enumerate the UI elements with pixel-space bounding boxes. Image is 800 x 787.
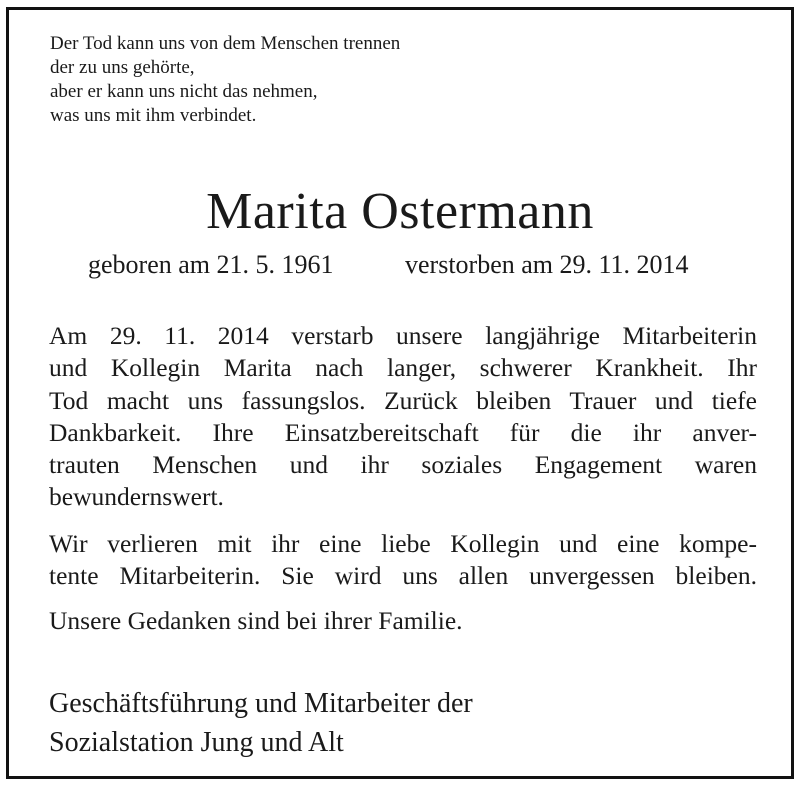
signature-block [49,684,473,762]
poem-line: der zu uns gehörte, [50,57,195,78]
message-paragraph-1 [49,320,757,514]
obituary-border [6,7,794,779]
poem-verse [50,32,400,128]
paragraph-line: trauten Menschen und ihr soziales Engagement waren [49,450,757,480]
paragraph-line: tente Mitarbeiterin. Sie wird uns allen unvergessen bleiben. [49,561,757,591]
poem-line: Der Tod kann uns von dem Menschen trennen [50,33,401,54]
signature-line: Geschäftsführung und Mitarbeiter der [49,688,473,719]
deceased-name: Marita Ostermann [206,183,594,240]
paragraph-line: Unsere Gedanken sind bei ihrer Familie. [49,606,463,635]
paragraph-line: Tod macht uns fassungslos. Zurück bleiben Trauer und tiefe [49,385,757,415]
paragraph-line: und Kollegin Marita nach langer, schwerer Krankheit. Ihr [49,353,757,383]
message-paragraph-2 [49,528,757,593]
paragraph-line: Am 29. 11. 2014 verstarb unsere langjährige Mitarbeiterin [49,321,757,350]
message-paragraph-3 [49,605,757,637]
birth-date: geboren am 21. 5. 1961 [88,250,334,279]
paragraph-line: Dankbarkeit. Ihre Einsatzbereitschaft für die ihr anver- [49,417,757,447]
paragraph-line: Wir verlieren mit ihr eine liebe Kollegin und eine kompe- [49,529,757,558]
signature-line: Sozialstation Jung und Alt [49,727,344,758]
death-date: verstorben am 29. 11. 2014 [405,250,689,279]
poem-line: was uns mit ihm verbindet. [50,105,257,126]
paragraph-line: bewundernswert. [49,482,224,512]
poem-line: aber er kann uns nicht das nehmen, [50,81,318,102]
